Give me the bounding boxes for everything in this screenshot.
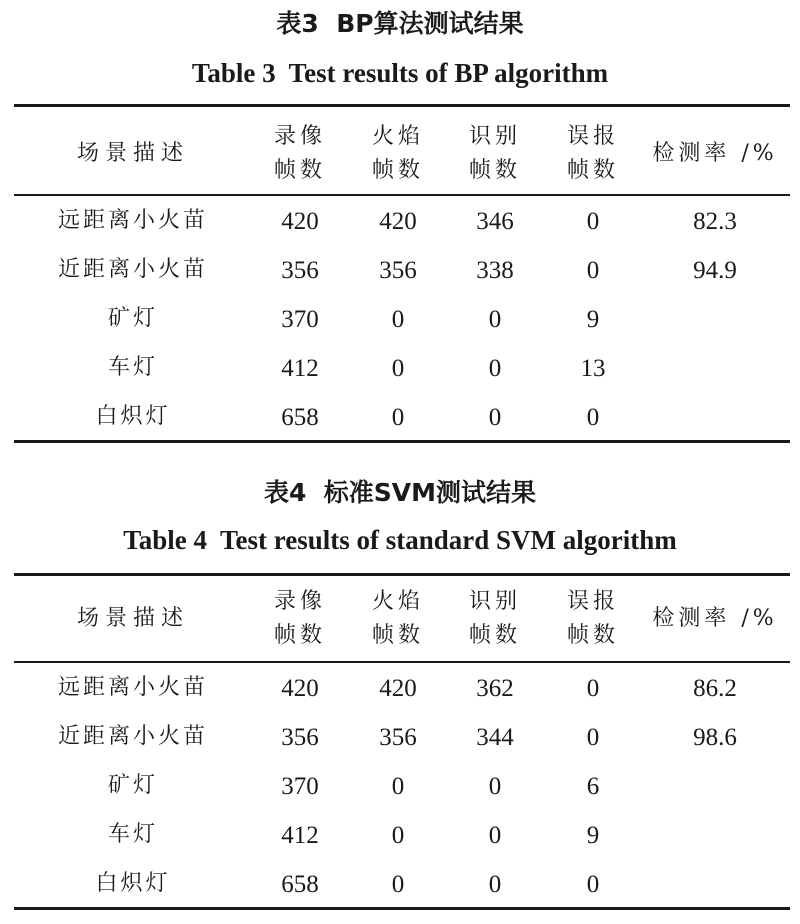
value-cell: 356 [281,257,319,284]
value-cell: 346 [476,208,514,235]
table-title-en: Table 3 Test results of BP algorithm [191,58,609,88]
header-line-1: 场景描述 [76,606,189,631]
value-cell: 0 [586,675,600,702]
value-cell: 0 [586,871,600,898]
header-line-1: 场景描述 [76,141,189,166]
value-cell: 420 [379,675,417,702]
header-line-2: 帧数 [468,158,521,183]
top-rule [14,573,790,576]
header-line-2: 帧数 [468,623,521,648]
table-title-cn: 表3 BP算法测试结果 [276,9,524,38]
value-cell: 82.3 [693,208,737,235]
header-line-1: 录像 [273,124,326,149]
value-cell: 13 [580,355,606,382]
scene-cell: 白炽灯 [95,871,171,896]
value-cell: 0 [391,822,405,849]
header-line-2: 帧数 [371,158,424,183]
value-cell: 0 [488,306,502,333]
value-cell: 0 [391,355,405,382]
value-cell: 0 [586,208,600,235]
scene-cell: 近距离小火苗 [57,257,208,282]
value-cell: 370 [281,306,319,333]
header-rule [14,661,790,663]
scene-cell: 远距离小火苗 [57,675,208,700]
scene-cell: 远距离小火苗 [57,208,208,233]
scene-cell: 矿灯 [107,306,158,331]
header-line-1: 录像 [273,589,326,614]
value-cell: 0 [488,404,502,431]
header-line-1: 误报 [566,124,619,149]
header-line-2: 帧数 [273,623,326,648]
value-cell: 0 [586,257,600,284]
value-cell: 0 [391,871,405,898]
value-cell: 420 [379,208,417,235]
value-cell: 0 [391,773,405,800]
value-cell: 420 [281,208,319,235]
value-cell: 0 [488,822,502,849]
header-rule [14,194,790,196]
header-line-1: 识别 [468,589,521,614]
header-line-1: 检测率 /% [652,606,778,631]
header-line-1: 识别 [468,124,521,149]
value-cell: 370 [281,773,319,800]
value-cell: 0 [488,355,502,382]
table-title-en: Table 4 Test results of standard SVM algorithm [123,525,677,555]
value-cell: 0 [488,871,502,898]
scene-cell: 近距离小火苗 [57,724,208,749]
value-cell: 338 [476,257,514,284]
value-cell: 362 [476,675,514,702]
header-line-1: 火焰 [371,124,424,149]
value-cell: 412 [281,822,319,849]
scene-cell: 白炽灯 [95,404,171,429]
table-title-cn: 表4 标准SVM测试结果 [263,478,537,507]
value-cell: 6 [586,773,600,800]
value-cell: 356 [379,257,417,284]
value-cell: 658 [281,404,319,431]
header-line-1: 误报 [566,589,619,614]
value-cell: 0 [586,404,600,431]
value-cell: 98.6 [693,724,737,751]
header-line-1: 火焰 [371,589,424,614]
value-cell: 0 [391,306,405,333]
header-line-2: 帧数 [566,158,619,183]
column-header [635,137,795,171]
bottom-rule [14,907,790,910]
scene-cell: 车灯 [107,822,158,847]
header-line-2: 帧数 [566,623,619,648]
column-header [53,137,213,171]
column-header [53,602,213,636]
scene-cell: 车灯 [107,355,158,380]
value-cell: 344 [476,724,514,751]
value-cell: 94.9 [693,257,737,284]
column-header [635,602,795,636]
value-cell: 412 [281,355,319,382]
value-cell: 0 [488,773,502,800]
value-cell: 658 [281,871,319,898]
value-cell: 356 [379,724,417,751]
value-cell: 420 [281,675,319,702]
value-cell: 356 [281,724,319,751]
value-cell: 86.2 [693,675,737,702]
header-line-2: 帧数 [371,623,424,648]
header-line-2: 帧数 [273,158,326,183]
header-line-1: 检测率 /% [652,141,778,166]
value-cell: 9 [586,822,600,849]
bottom-rule [14,440,790,443]
value-cell: 0 [586,724,600,751]
top-rule [14,104,790,107]
value-cell: 9 [586,306,600,333]
value-cell: 0 [391,404,405,431]
scene-cell: 矿灯 [107,773,158,798]
